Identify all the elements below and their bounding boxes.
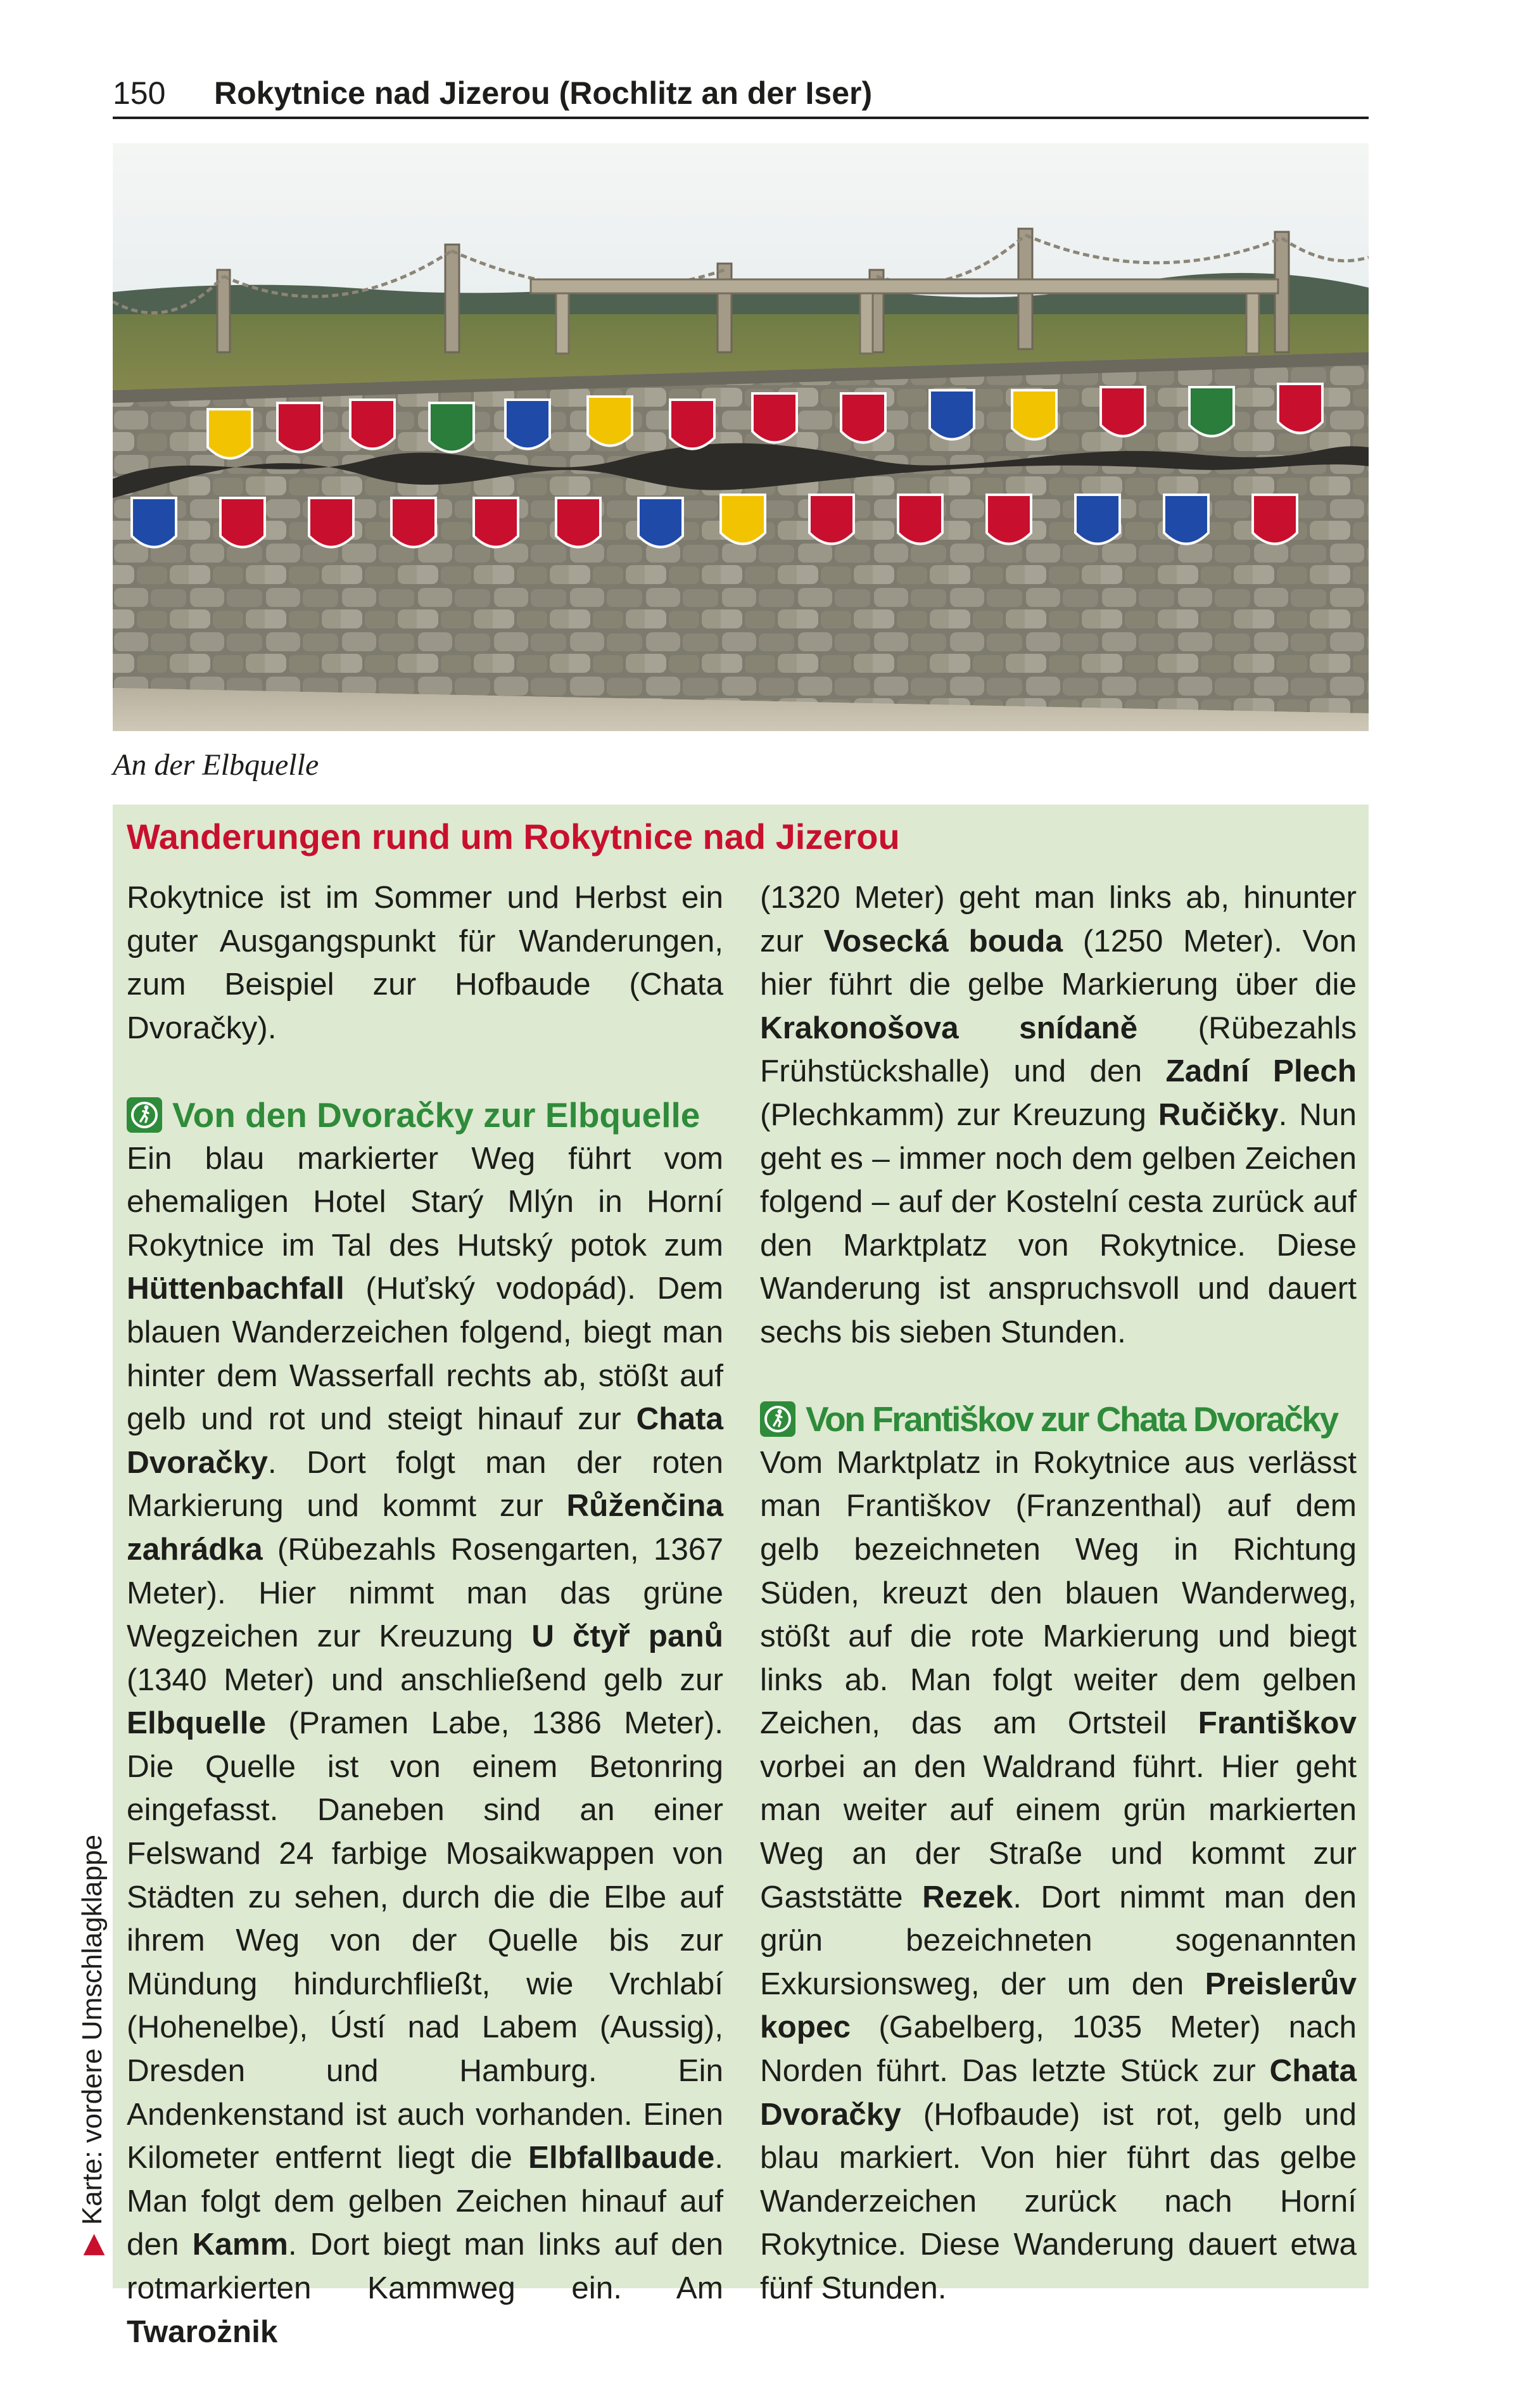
photo-caption: An der Elbquelle (113, 748, 319, 782)
text-column-left (127, 876, 723, 2354)
photo-elbe-spring-wall (113, 143, 1369, 731)
page-number: 150 (113, 75, 166, 111)
section1-text-continued: (1320 Meter) geht man links ab, hinunter zur Vosecká bouda (1250 Meter). Von hier führt die gelbe Markierung über die Krakonošova snídaně (Rübezahls Frühstückshalle) und den Zadní Plech (Plechkamm) zur Kreuzung Ručičky. Nun geht es – immer noch dem gelben Zeichen folgend – auf der Kostelní cesta zurück auf den Marktplatz von Rokytnice. Diese Wanderung ist anspruchsvoll und dauert sechs bis sieben Stunden. (760, 880, 1357, 1349)
map-reference-note (76, 1835, 108, 2255)
section1-text: Ein blau markierter Weg führt vom ehemaligen Hotel Starý Mlýn in Horní Rokytnice im Tal des Hutský potok zum Hüttenbachfall (Huťský vodopád). Dem blauen Wanderzeichen folgend, biegt man hinter dem Wasserfall rechts ab, stößt auf gelb und rot und steigt hinauf zur Chata Dvoračky. Dort folgt man der roten Markierung und kommt zur Růženčina zahrádka (Rübezahls Rosengarten, 1367 Meter). Hier nimmt man das grüne Wegzeichen zur Kreuzung U čtyř panů (1340 Meter) und anschließend gelb zur Elbquelle (Pramen Labe, 1386 Meter). Die Quelle ist von einem Betonring eingefasst. Daneben sind an einer Felswand 24 farbige Mosaikwappen von Städten zu sehen, durch die die Elbe auf ihrem Weg von der Quelle bis zur Mündung hindurchfließt, wie Vrchlabí (Hohenelbe), Ústí nad Labem (Aussig), Dresden und Hamburg. Ein Andenkenstand ist auch vorhanden. Einen Kilometer entfernt liegt die Elbfallbaude. Man folgt dem gelben Zeichen hinauf auf den Kamm. Dort biegt man links auf den rotmarkierten Kammweg ein. Am Twarożnik (127, 1140, 723, 2349)
running-title: Rokytnice nad Jizerou (Rochlitz an der Iser) (214, 75, 873, 111)
section1-heading (127, 1093, 723, 1137)
intro-paragraph: Rokytnice ist im Sommer und Herbst ein guter Ausgangspunkt für Wanderungen, zum Beispiel zur Hofbaude (Chata Dvoračky). (127, 880, 723, 1045)
box-title: Wanderungen rund um Rokytnice nad Jizerou (127, 817, 900, 857)
section2-text: Vom Marktplatz in Rokytnice aus verlässt man Františkov (Franzenthal) auf dem gelb bezeichneten Weg in Richtung Süden, kreuzt den blauen Wanderweg, stößt auf die rote Markierung und biegt links ab. Man folgt weiter dem gelben Zeichen, das am Ortsteil Františkov vorbei an den Waldrand führt. Hier geht man weiter auf einem grün markierten Weg an der Straße und kommt zur Gaststätte Rezek. Dort nimmt man den grün bezeichneten sogenannten Exkursionsweg, der um den Preislerův kopec (Gabelberg, 1035 Meter) nach Norden führt. Das letzte Stück zur Chata Dvoračky (Hofbaude) ist rot, gelb und blau markiert. Von hier führt das gelbe Wanderzeichen zurück nach Horní Rokytnice. Diese Wanderung dauert etwa fünf Stunden. (760, 1444, 1357, 2305)
triangle-marker-icon: ▶ (77, 2234, 108, 2255)
hiking-icon (760, 1401, 795, 1437)
hiking-icon (127, 1097, 162, 1133)
page-header (113, 68, 1369, 119)
section2-heading (760, 1398, 1357, 1441)
section2-heading-text: Von Františkov zur Chata Dvoračky (806, 1399, 1338, 1439)
section1-heading-text: Von den Dvoračky zur Elbquelle (172, 1095, 700, 1135)
map-reference-text: Karte: vordere Umschlagklappe (77, 1834, 108, 2226)
text-column-right (760, 876, 1357, 2310)
